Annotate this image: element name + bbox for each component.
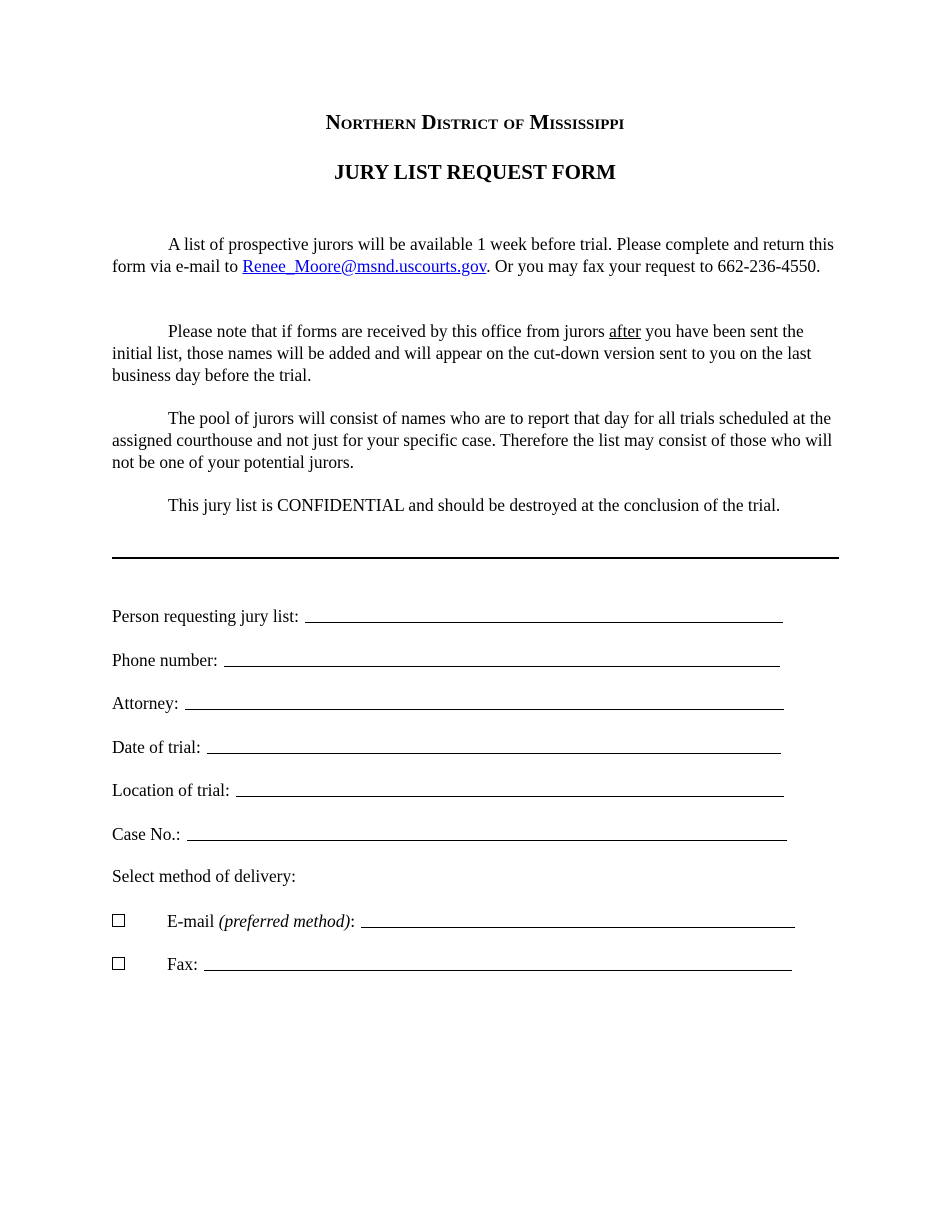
p2-text-end: you have been sent the initial list, those names will be added and will appear on the cut-down version sent to you on the last business day before the trial.: [112, 321, 812, 385]
email-input[interactable]: [361, 927, 795, 928]
fax-input[interactable]: [204, 970, 792, 971]
email-colon: :: [350, 911, 356, 931]
location-of-trial-label: Location of trial:: [112, 780, 230, 800]
fax-checkbox[interactable]: [112, 957, 125, 970]
date-of-trial-field: [112, 734, 781, 758]
p2-text-start: Please note that if forms are received by this office from jurors: [168, 321, 610, 341]
date-of-trial-input[interactable]: [207, 753, 781, 754]
fax-delivery-option: [112, 951, 792, 975]
attorney-field: [112, 690, 784, 714]
district-heading: Northern District of Mississippi: [325, 110, 625, 134]
phone-number-input[interactable]: [224, 666, 780, 667]
attorney-label: Attorney:: [112, 693, 179, 713]
person-requesting-input[interactable]: [305, 622, 783, 623]
case-number-input[interactable]: [187, 840, 787, 841]
after-emphasis: after: [609, 321, 641, 341]
juror-pool-paragraph: The pool of jurors will consist of names who are to report that day for all trials scheduled at the assigned courthouse and not just for your specific case. Therefore the list may consist of those who will not be one of your potential jurors.: [112, 408, 833, 472]
person-requesting-field: [112, 603, 783, 627]
phone-number-field: [112, 647, 780, 671]
section-divider: [112, 557, 839, 559]
preferred-method-note: (preferred method): [218, 911, 351, 931]
confidential-paragraph: This jury list is CONFIDENTIAL and should be destroyed at the conclusion of the trial.: [168, 495, 781, 515]
fax-option-label: Fax:: [167, 954, 198, 974]
late-forms-paragraph: [112, 320, 840, 386]
form-title: JURY LIST REQUEST FORM: [334, 160, 616, 184]
person-requesting-label: Person requesting jury list:: [112, 606, 299, 626]
email-checkbox[interactable]: [112, 914, 125, 927]
p1-text-start: A list of prospective jurors will be available 1 week before trial. Please complete and return this form via e-mail to: [112, 234, 834, 276]
availability-paragraph: [112, 233, 840, 277]
case-number-field: [112, 821, 787, 845]
attorney-input[interactable]: [185, 709, 784, 710]
email-option-text: E-mail: [167, 911, 215, 931]
phone-number-label: Phone number:: [112, 650, 218, 670]
email-delivery-option: [112, 908, 795, 932]
date-of-trial-label: Date of trial:: [112, 737, 201, 757]
location-of-trial-input[interactable]: [236, 796, 784, 797]
p1-text-end: . Or you may fax your request to 662-236-4550.: [486, 256, 821, 276]
email-link[interactable]: Renee_Moore@msnd.uscourts.gov: [242, 256, 487, 276]
email-option-label: [167, 910, 355, 932]
case-number-label: Case No.:: [112, 824, 181, 844]
delivery-method-label: Select method of delivery:: [112, 866, 296, 886]
location-of-trial-field: [112, 777, 784, 801]
